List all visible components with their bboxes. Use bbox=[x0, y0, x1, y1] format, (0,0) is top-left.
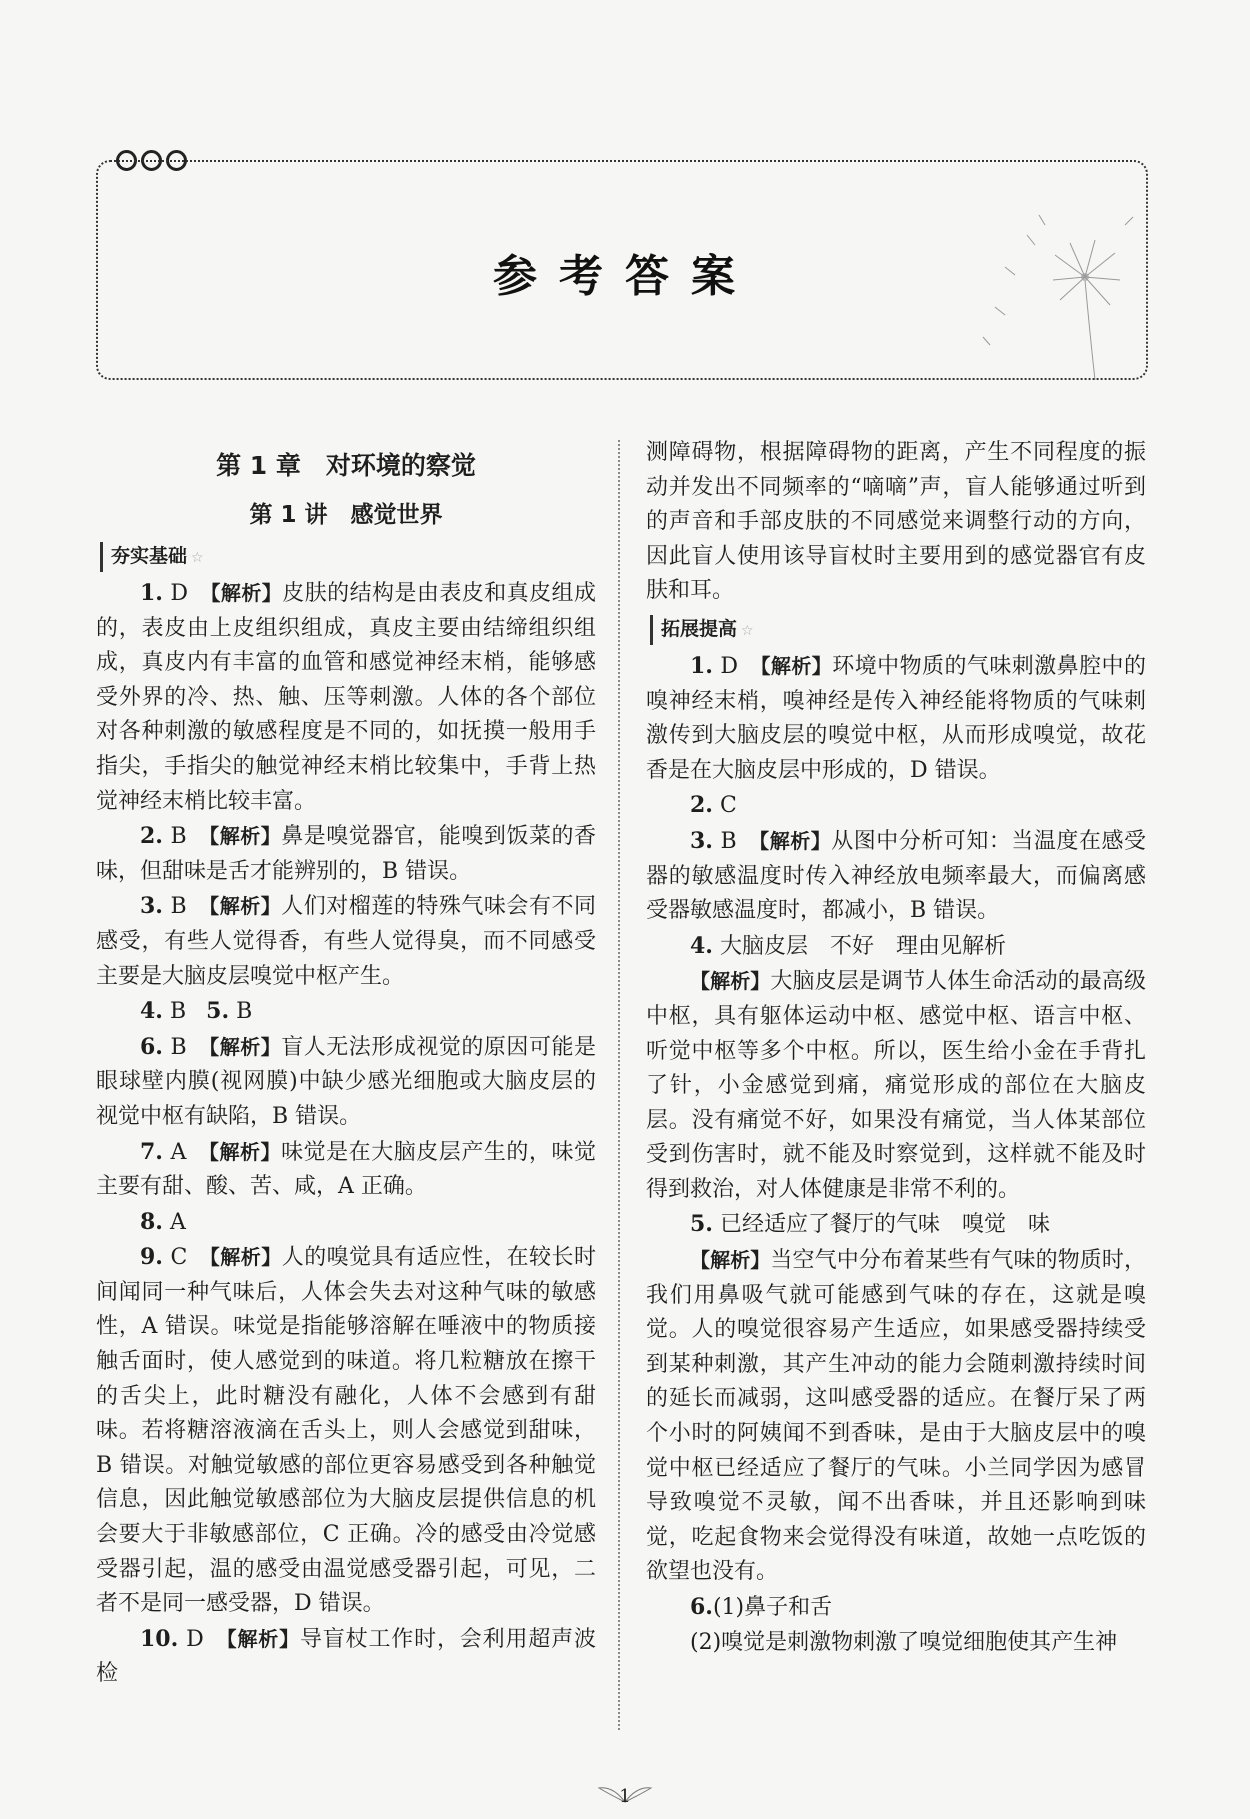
analysis-paragraph: 【解析】当空气中分布着某些有气味的物质时，我们用鼻吸气就可能感到气味的存在，这就是嗅觉。人的嗅觉很容易产生适应，如果感受器持续受到某种刺激，其产生冲动的能力会随刺激持续时间的延长而减弱，这叫感受器的适应。在餐厅呆了两个小时的阿姨闻不到香味，是由于大脑皮层中的嗅觉中枢已经适应了餐厅的气味。小兰同学因为感冒导致嗅觉不灵敏，闻不出香味，并且还影响到味觉，吃起食物来会觉得没有味道，故她一点吃饭的欲望也没有。 bbox=[646, 1248, 1146, 1585]
answer-item: 2. C bbox=[690, 792, 737, 819]
section-heading-advanced: 拓展提高 ☆ bbox=[650, 615, 1146, 645]
answer-item: 4. B 5. B bbox=[140, 998, 253, 1025]
answer-continuation: 测障碍物，根据障碍物的距离，产生不同程度的振动并发出不同频率的“嘀嘀”声，盲人能够通过听到的声音和手部皮肤的不同感觉来调整行动的方向，因此盲人使用该导盲杖时主要用到的感觉器官有皮肤和耳。 bbox=[646, 440, 1146, 604]
chapter-title: 第 1 章 对环境的察觉 bbox=[216, 451, 476, 480]
page-title: 参考答案 bbox=[493, 251, 757, 302]
answer-item: 6.(1)鼻子和舌 bbox=[690, 1594, 833, 1620]
dandelion-icon bbox=[975, 205, 1145, 385]
answer-item: 8. A bbox=[140, 1208, 186, 1235]
analysis-paragraph: 【解析】大脑皮层是调节人体生命活动的最高级中枢，具有躯体运动中枢、感觉中枢、语言中枢、听觉中枢等多个中枢。所以，医生给小金在手背扎了针，小金感觉到痛，痛觉形成的部位在大脑皮层。没有痛觉不好，如果没有痛觉，当人体某部位受到伤害时，就不能及时察觉到，这样就不能及时得到救治，对人体健康是非常不利的。 bbox=[646, 969, 1146, 1202]
answer-item: 5. 已经适应了餐厅的气味 嗅觉 味 bbox=[690, 1211, 1050, 1238]
answer-item: 1. D 【解析】环境中物质的气味刺激鼻腔中的嗅神经末梢，嗅神经是传入神经能将物质的气味刺激传到大脑皮层的嗅觉中枢，从而形成嗅觉，故花香是在大脑皮层中形成的，D 错误。 bbox=[646, 652, 1146, 783]
answer-item: 9. C 【解析】人的嗅觉具有适应性，在较长时间闻同一种气味后，人体会失去对这种气味的敏感性，A 错误。味觉是指能够溶解在唾液中的物质接触舌面时，使人感觉到的味道。将几粒糖放在擦干的舌尖上，此时糖没有融化，人体不会感到有甜味。若将糖溶液滴在舌头上，则人会感觉到甜味，B 错误。对触觉敏感的部位更容易感受到各种触觉信息，因此触觉敏感部位为大脑皮层提供信息的机会要大于非敏感部位，C 正确。冷的感受由冷觉感受器引起，温的感受由温觉感受器引起，可见，二者不是同一感受器，D 错误。 bbox=[96, 1244, 596, 1617]
answer-item: 1. D 【解析】皮肤的结构是由表皮和真皮组成的，表皮由上皮组织组成，真皮主要由结缔组织组成，真皮内有丰富的血管和感觉神经末梢，能够感受外界的冷、热、触、压等刺激。人体的各个部位对各种刺激的敏感程度是不同的，如抚摸一般用手指尖，手指尖的触觉神经末梢比较集中，手背上热觉神经末梢比较丰富。 bbox=[96, 580, 596, 814]
right-column bbox=[646, 436, 1146, 1660]
answer-item: 10. D 【解析】导盲杖工作时，会利用超声波检 bbox=[96, 1625, 596, 1687]
column-divider bbox=[618, 440, 620, 1730]
left-column bbox=[96, 448, 596, 1692]
answer-item: 6. B 【解析】盲人无法形成视觉的原因可能是眼球壁内膜(视网膜)中缺少感光细胞或大脑皮层的视觉中枢有缺陷，B 错误。 bbox=[96, 1033, 596, 1129]
section-heading-basic: 夯实基础 ☆ bbox=[100, 542, 596, 572]
answer-item: 3. B 【解析】从图中分析可知：当温度在感受器的敏感温度时传入神经放电频率最大，而偏离感受器敏感温度时，都减小，B 错误。 bbox=[646, 827, 1146, 924]
answer-item: 7. A 【解析】味觉是在大脑皮层产生的，味觉主要有甜、酸、苦、咸，A 正确。 bbox=[96, 1138, 596, 1200]
answer-item: 2. B 【解析】鼻是嗅觉器官，能嗅到饭菜的香味，但甜味是舌才能辨别的，B 错误。 bbox=[96, 823, 596, 884]
answer-item-line: (2)嗅觉是刺激物刺激了嗅觉细胞使其产生神 bbox=[690, 1629, 1118, 1655]
page-number: 1 bbox=[619, 1786, 631, 1807]
answer-item: 3. B 【解析】人们对榴莲的特殊气味会有不同感受，有些人觉得香，有些人觉得臭，而不同感受主要是大脑皮层嗅觉中枢产生。 bbox=[96, 893, 596, 989]
answer-item: 4. 大脑皮层 不好 理由见解析 bbox=[690, 932, 1006, 959]
lecture-title: 第 1 讲 感觉世界 bbox=[249, 502, 443, 528]
